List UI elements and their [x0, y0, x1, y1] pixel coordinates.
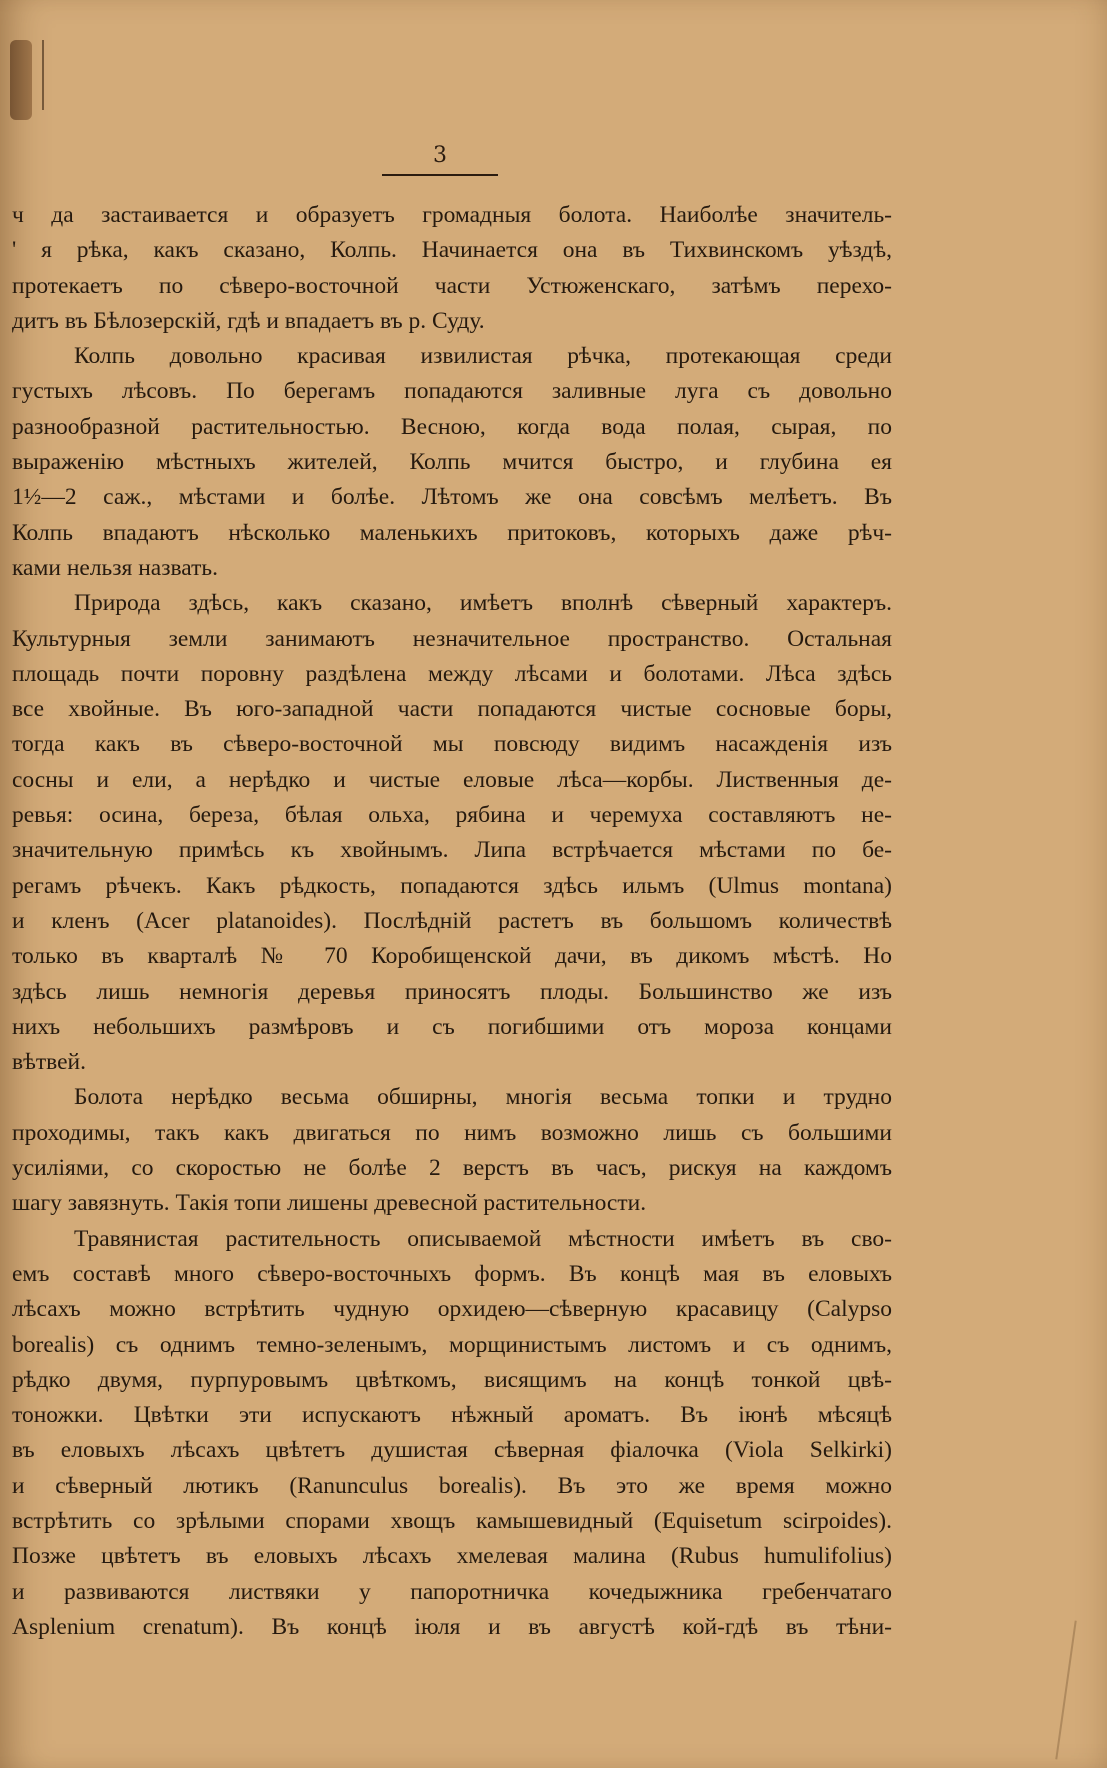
text-line: густыхъ лѣсовъ. По берегамъ попадаются заливные луга съ довольно — [12, 378, 892, 405]
text-line: все хвойные. Въ юго-западной части попадаются чистые сосновые боры, — [12, 696, 892, 723]
text-line: регамъ рѣчекъ. Какъ рѣдкость, попадаются здѣсь ильмъ (Ulmus montana) — [12, 872, 892, 899]
text-line: дитъ въ Бѣлозерскій, гдѣ и впадаетъ въ р. Суду. — [12, 307, 485, 334]
text-line: проходимы, такъ какъ двигаться по нимъ возможно лишь съ большими — [12, 1119, 892, 1146]
text-line: Культурныя земли занимаютъ незначительное пространство. Остальная — [12, 625, 892, 652]
text-line: выраженію мѣстныхъ жителей, Колпь мчится быстро, и глубина ея — [12, 449, 892, 476]
binding-mark — [10, 40, 32, 120]
text-line: нихъ небольшихъ размѣровъ и съ погибшими отъ мороза концами — [12, 1013, 892, 1040]
text-line: Колпь довольно красивая извилистая рѣчка, протекающая среди — [74, 343, 892, 370]
text-line: площадь почти поровну раздѣлена между лѣсами и болотами. Лѣса здѣсь — [12, 660, 892, 687]
text-line: Травянистая растительность описываемой мѣстности имѣетъ въ сво- — [74, 1225, 892, 1252]
text-line: усиліями, со скоростью не болѣе 2 верстъ въ часъ, рискуя на каждомъ — [12, 1155, 892, 1182]
text-line: и кленъ (Acer platanoides). Послѣдній растетъ въ большомъ количествѣ — [12, 907, 892, 934]
text-line: вѣтвей. — [12, 1049, 86, 1076]
binding-line — [42, 40, 44, 110]
text-line: тоножки. Цвѣтки эти испускаютъ нѣжный ароматъ. Въ іюнѣ мѣсяцѣ — [12, 1402, 892, 1429]
text-line: тогда какъ въ сѣверо-восточной мы повсюду видимъ насажденія изъ — [12, 731, 892, 758]
text-line: здѣсь лишь немногія деревья приносятъ плоды. Большинство же изъ — [12, 978, 892, 1005]
text-line: разнообразной растительностью. Весною, когда вода полая, сырая, по — [12, 413, 892, 440]
text-line: только въ кварталѣ № 70 Коробищенской дачи, въ дикомъ мѣстѣ. Но — [12, 943, 892, 970]
text-line: въ еловыхъ лѣсахъ цвѣтетъ душистая сѣверная фіалочка (Viola Selkirki) — [12, 1437, 892, 1464]
page-number: 3 — [433, 143, 447, 168]
page-crease — [1055, 1621, 1076, 1760]
text-line: сосны и ели, а нерѣдко и чистые еловые лѣса—корбы. Лиственныя де- — [12, 766, 892, 793]
body-text — [12, 198, 892, 1645]
text-line: и сѣверный лютикъ (Ranunculus borealis). Въ это же время можно — [12, 1472, 892, 1499]
text-line: и развиваются листвяки у папоротничка кочедыжника гребенчатаго — [12, 1578, 892, 1605]
text-line: шагу завязнуть. Такія топи лишены древесной растительности. — [12, 1190, 647, 1217]
text-line: ч да застаивается и образуетъ громадныя болота. Наиболѣе значитель- — [12, 202, 892, 228]
text-line: 1½—2 саж., мѣстами и болѣе. Лѣтомъ же она совсѣмъ мелѣетъ. Въ — [12, 484, 892, 511]
text-line: Asplenium crenatum). Въ концѣ іюля и въ августѣ кой-гдѣ въ тѣни- — [12, 1613, 892, 1640]
text-line: встрѣтить со зрѣлыми спорами хвощъ камышевидный (Equisetum scirpoides). — [12, 1507, 892, 1534]
text-line: Колпь впадаютъ нѣсколько маленькихъ притоковъ, которыхъ даже рѣч- — [12, 519, 892, 546]
text-line: Болота нерѣдко весьма обширны, многія весьма топки и трудно — [74, 1084, 892, 1111]
text-line: протекаетъ по сѣверо-восточной части Устюженскаго, затѣмъ перехо- — [12, 272, 892, 299]
text-line: Позже цвѣтетъ въ еловыхъ лѣсахъ хмелевая малина (Rubus humulifolius) — [12, 1543, 892, 1570]
text-line: ревья: осина, береза, бѣлая ольха, рябина и черемуха составляютъ не- — [12, 802, 892, 829]
text-line: рѣдко двумя, пурпуровымъ цвѣткомъ, висящимъ на концѣ тонкой цвѣ- — [12, 1366, 892, 1393]
text-line: ' я рѣка, какъ сказано, Колпь. Начинается она въ Тихвинскомъ уѣздѣ, — [12, 237, 892, 264]
text-line: ками нельзя назвать. — [12, 554, 218, 581]
text-line: значительную примѣсь къ хвойнымъ. Липа встрѣчается мѣстами по бе- — [12, 837, 892, 864]
text-line: емъ составѣ много сѣверо-восточныхъ формъ. Въ концѣ мая въ еловыхъ — [12, 1260, 892, 1287]
text-line: лѣсахъ можно встрѣтить чудную орхидею—сѣверную красавицу (Calypso — [12, 1296, 892, 1323]
text-line: Природа здѣсь, какъ сказано, имѣетъ вполнѣ сѣверный характеръ. — [74, 590, 892, 617]
text-line: borealis) съ однимъ темно-зеленымъ, морщинистымъ листомъ и съ однимъ, — [12, 1331, 892, 1358]
header-rule — [382, 174, 498, 176]
